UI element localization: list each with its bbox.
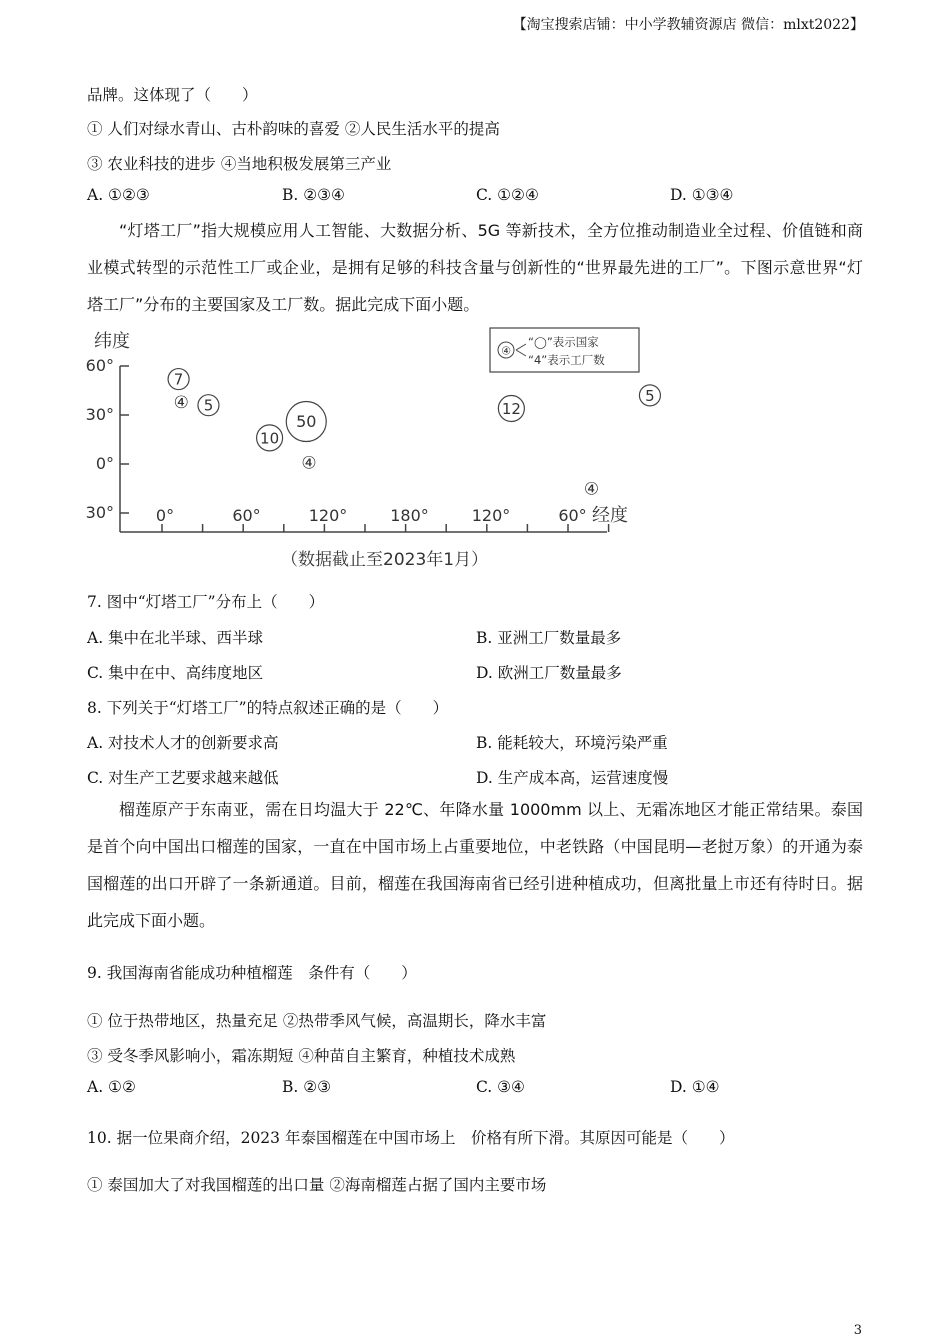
q9-statement-2: ③ 受冬季风影响小，霜冻期短 ④种苗自主繁育，种植技术成熟	[87, 1047, 516, 1065]
intro-lighthouse: “灯塔工厂”指大规模应用人工智能、大数据分析、5G 等新技术，全方位推动制造业全过程、价值链和商业模式转型的示范性工厂或企业，是拥有足够的科技含量与创新性的“世界最先进的工厂”。下图示意世界“灯塔工厂”分布的主要国家及工厂数。据此完成下面小题。	[87, 221, 863, 314]
factory-count-label: 50	[296, 412, 317, 432]
q6-statement-2: ③ 农业科技的进步 ④当地积极发展第三产业	[87, 155, 392, 173]
legend-symbol: ④	[501, 344, 511, 358]
y-tick-label: 30°	[85, 405, 114, 424]
lighthouse-factory-chart	[80, 322, 655, 580]
q9-option-d: D. ①④	[670, 1078, 720, 1096]
intro-durian: 榴莲原产于东南亚，需在日均温大于 22℃、年降水量 1000mm 以上、无霜冻地区才能正常结果。泰国是首个向中国出口榴莲的国家，一直在中国市场上占重要地位，中老铁路（中国昆明—老挝万象）的开通为泰国榴莲的出口开辟了一条新通道。目前，榴莲在我国海南省已经引进种植成功，但离批量上市还有待时日。据此完成下面小题。	[87, 800, 863, 930]
country-marker	[286, 402, 326, 442]
factory-count-label: 12	[501, 399, 521, 418]
x-tick-label: 60°	[558, 506, 587, 525]
q9-option-c: C. ③④	[476, 1078, 525, 1096]
y-tick-label: 60°	[85, 356, 114, 375]
factory-count-label: ④	[301, 453, 317, 474]
q6-stem-tail: 品牌。这体现了（ ）	[87, 86, 258, 104]
x-tick-label: 180°	[390, 506, 429, 525]
q8-option-b: B. 能耗较大，环境污染严重	[476, 734, 668, 752]
q8-option-c: C. 对生产工艺要求越来越低	[87, 769, 279, 787]
q9-statement-1: ① 位于热带地区，热量充足 ②热带季风气候，高温期长，降水丰富	[87, 1012, 547, 1030]
q6-option-c: C. ①②④	[476, 186, 539, 204]
y-tick-label: 0°	[95, 454, 114, 473]
q6-option-b: B. ②③④	[282, 186, 345, 204]
page-header: 【淘宝搜索店铺：中小学教辅资源店 微信：mlxt2022】	[512, 17, 864, 33]
q9-option-b: B. ②③	[282, 1078, 332, 1096]
q10-stem: 10. 据一位果商介绍，2023 年泰国榴莲在中国市场上 价格有所下滑。其原因可能是（ ）	[87, 1129, 735, 1147]
q7-option-c: C. 集中在中、高纬度地区	[87, 664, 264, 682]
country-marker	[198, 395, 219, 416]
q7-option-d: D. 欧洲工厂数量最多	[476, 664, 622, 682]
factory-count-label: ④	[583, 479, 600, 500]
q7-stem: 7. 图中“灯塔工厂”分布上（ ）	[87, 593, 325, 611]
country-marker	[639, 385, 660, 406]
factory-count-label: 10	[260, 429, 280, 448]
q7-option-b: B. 亚洲工厂数量最多	[476, 629, 622, 647]
country-marker	[168, 369, 189, 390]
q8-option-a: A. 对技术人才的创新要求高	[87, 734, 279, 752]
y-axis-label: 纬度	[94, 331, 130, 352]
factory-count-label: ④	[173, 392, 189, 413]
q9-option-a: A. ①②	[87, 1078, 136, 1096]
q10-statement-1: ① 泰国加大了对我国榴莲的出口量 ②海南榴莲占据了国内主要市场	[87, 1176, 547, 1194]
country-marker	[174, 393, 189, 413]
q6-option-a: A. ①②③	[87, 186, 150, 204]
factory-count-label: 7	[173, 370, 184, 389]
q6-statement-1: ① 人们对绿水青山、古朴韵味的喜爱 ②人民生活水平的提高	[87, 120, 500, 138]
x-tick-label: 60°	[232, 506, 261, 525]
legend-line-1: “◯”表示国家	[528, 335, 599, 349]
chart-caption: （数据截止至2023年1月）	[281, 550, 489, 570]
page-number: 3	[853, 1323, 862, 1338]
x-tick-label: 120°	[308, 506, 348, 525]
q8-stem: 8. 下列关于“灯塔工厂”的特点叙述正确的是（ ）	[87, 699, 449, 717]
x-tick-label: 120°	[471, 506, 511, 525]
y-tick-label: 30°	[85, 503, 114, 522]
factory-count-label: 5	[203, 396, 214, 415]
q9-stem: 9. 我国海南省能成功种植榴莲 条件有（ ）	[87, 964, 417, 982]
country-marker	[257, 425, 283, 451]
factory-count-label: 5	[645, 386, 655, 405]
q8-option-d: D. 生产成本高，运营速度慢	[476, 769, 669, 787]
q7-option-a: A. 集中在北半球、西半球	[87, 629, 264, 647]
country-marker	[584, 480, 599, 500]
country-marker	[301, 453, 316, 473]
x-axis-label: 经度	[592, 505, 628, 526]
legend-line-2: “4”表示工厂数	[528, 353, 605, 367]
country-marker	[498, 395, 524, 421]
q6-option-d: D. ①③④	[670, 186, 734, 204]
chart-legend	[490, 328, 639, 372]
x-tick-label: 0°	[155, 506, 175, 525]
